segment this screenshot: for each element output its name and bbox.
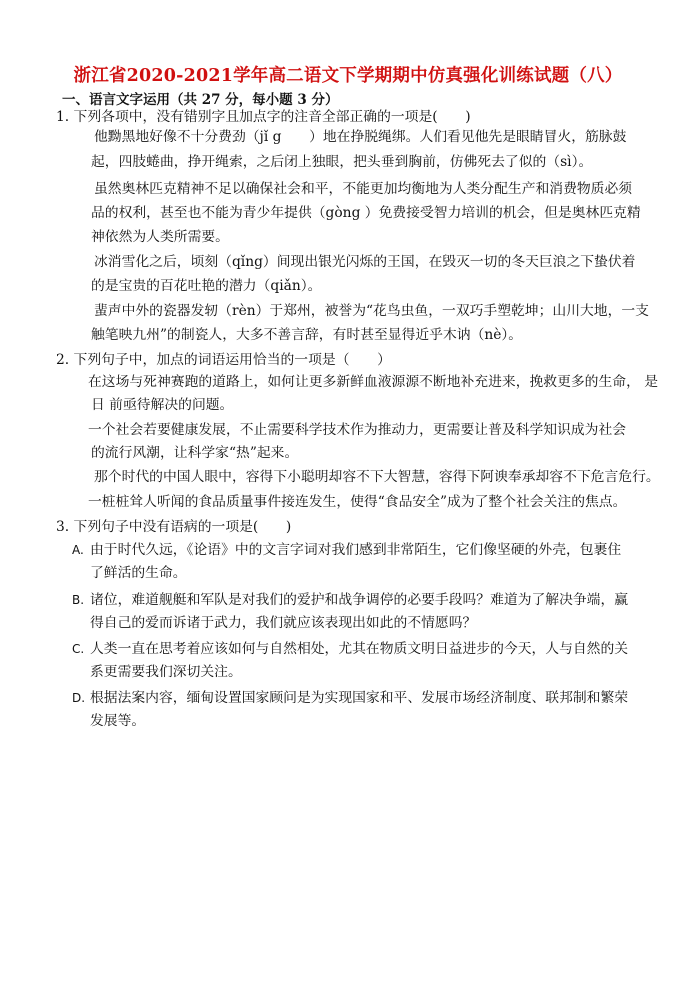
q2-line: 一个社会若要健康发展，不止需要科学技术作为推动力，更需要让普及科学知识成为社会	[88, 422, 627, 438]
q1-line: 神依然为人类所需要。	[91, 229, 229, 245]
q1-line: 他黝黑地好像不十分费劲（jǐ g ）地在挣脱绳绑。人们看见他先是眼睛冒火，筋脉鼓	[94, 129, 627, 145]
q3-option-d-cont: 发展等。	[90, 713, 146, 729]
option-label: B.	[72, 593, 85, 607]
q3-option-d	[72, 689, 628, 707]
q3-option-c-cont: 系更需要我们深切关注。	[90, 664, 242, 680]
option-label: D.	[72, 691, 86, 705]
q1-line: 蜚声中外的瓷器发轫（rèn）于郑州，被誉为“花鸟虫鱼，一双巧手塑乾坤；山川大地，一支	[94, 303, 649, 319]
option-text: 根据法案内容，缅甸设置国家顾问是为实现国家和平、发展市场经济制度、联邦制和繁荣	[90, 690, 629, 706]
q2-line: 的流行风潮，让科学家“热”起来。	[91, 445, 299, 461]
q2-line: 那个时代的中国人眼中，容得下小聪明却容不下大智慧，容得下阿谀奉承却容不下危言危行。	[94, 469, 660, 485]
q1-line: 品的权利，甚至也不能为青少年提供（gòng ）免费接受智力培训的机会，但是奥林匹克精	[91, 205, 641, 221]
q3-option-a	[72, 541, 621, 559]
q2-line: 日 前亟待解决的问题。	[91, 397, 234, 413]
q3-option-c	[72, 640, 628, 658]
option-text: 由于时代久远，《论语》中的文言字词对我们感到非常陌生，它们像坚硬的外壳，包裹住	[90, 542, 622, 558]
question-1-stem: 1. 下列各项中，没有错别字且加点字的注音全部正确的一项是( )	[56, 109, 471, 125]
q1-line: 虽然奥林匹克精神不足以确保社会和平，不能更加均衡地为人类分配生产和消费物质必须	[94, 181, 633, 197]
q2-line: 在这场与死神赛跑的道路上，如何让更多新鲜血液源源不断地补充进来，挽救更多的生命， 是	[88, 374, 659, 390]
q3-option-a-cont: 了鲜活的生命。	[90, 565, 187, 581]
option-text: 人类一直在思考着应该如何与自然相处，尤其在物质文明日益进步的今天，人与自然的关	[90, 641, 629, 657]
q1-line: 起，四肢蜷曲，挣开绳索，之后闭上独眼，把头垂到胸前，仿佛死去了似的（sì）。	[91, 154, 593, 170]
q1-line: 冰消雪化之后，顷刻（qǐng）间现出银光闪烁的王国，在毁灭一切的冬天巨浪之下蛰伏着	[94, 254, 636, 270]
question-2-stem: 2. 下列句子中，加点的词语运用恰当的一项是（ ）	[56, 352, 391, 368]
section-heading: 一、语言文字运用（共 27 分，每小题 3 分）	[62, 92, 339, 108]
question-3-stem: 3. 下列句子中没有语病的一项是( )	[56, 519, 292, 535]
q3-option-b-cont: 得自己的爱而诉诸于武力，我们就应该表现出如此的不情愿吗？	[90, 615, 477, 631]
option-label: A.	[72, 543, 84, 557]
option-label: C.	[72, 642, 85, 656]
q1-line: 触笔映九州”的制瓷人，大多不善言辞，有时甚至显得近乎木讷（nè）。	[91, 327, 523, 343]
document-title: 浙江省2020-2021学年高二语文下学期期中仿真强化训练试题（八）	[73, 66, 623, 86]
q2-line: 一桩桩耸人听闻的食品质量事件接连发生，使得“食品安全”成为了整个社会关注的焦点。	[88, 494, 627, 510]
q3-option-b	[72, 591, 628, 609]
q1-line: 的是宝贵的百花吐艳的潜力（qiǎn）。	[91, 278, 322, 294]
option-text: 诸位，难道舰艇和军队是对我们的爱护和战争调停的必要手段吗？难道为了解决争端，赢	[90, 592, 629, 608]
